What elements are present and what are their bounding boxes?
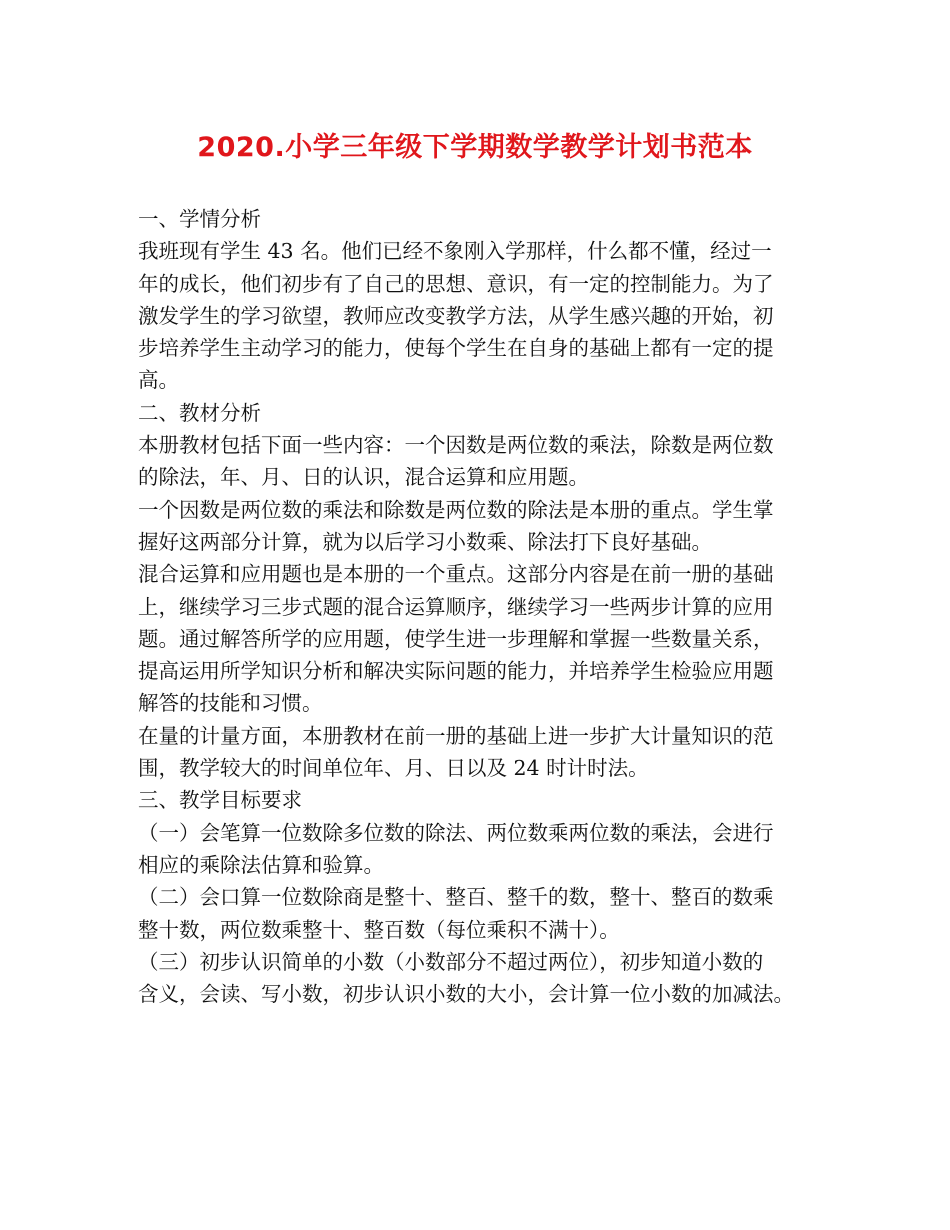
paragraph-line: 解答的技能和习惯。 bbox=[138, 691, 323, 716]
paragraph-line: 整十数，两位数乘整十、整百数（每位乘积不满十）。 bbox=[138, 917, 620, 942]
paragraph-line: 混合运算和应用题也是本册的一个重点。这部分内容是在前一册的基础 bbox=[138, 562, 774, 587]
section-heading-textbook-analysis: 二、教材分析 bbox=[138, 400, 261, 425]
paragraph-line: 握好这两部分计算，就为以后学习小数乘、除法打下良好基础。 bbox=[138, 529, 712, 554]
paragraph-line: 含义，会读、写小数，初步认识小数的大小，会计算一位小数的加减法。 bbox=[138, 982, 794, 1007]
paragraph-line: 我班现有学生 43 名。他们已经不象刚入学那样，什么都不懂，经过一 bbox=[138, 239, 772, 264]
document-body bbox=[138, 203, 818, 1010]
paragraph-line: 步培养学生主动学习的能力，使每个学生在自身的基础上都有一定的提 bbox=[138, 336, 774, 361]
paragraph-line: （一）会笔算一位数除多位数的除法、两位数乘两位数的乘法，会进行 bbox=[138, 820, 774, 845]
paragraph-line: 提高运用所学知识分析和解决实际问题的能力，并培养学生检验应用题 bbox=[138, 659, 774, 684]
paragraph-line: 相应的乘除法估算和验算。 bbox=[138, 852, 384, 877]
paragraph-line: 本册教材包括下面一些内容：一个因数是两位数的乘法，除数是两位数 bbox=[138, 433, 774, 458]
section-heading-teaching-goals: 三、教学目标要求 bbox=[138, 788, 302, 813]
paragraph-line: （二）会口算一位数除商是整十、整百、整千的数，整十、整百的数乘 bbox=[138, 885, 774, 910]
paragraph-line: 围，教学较大的时间单位年、月、日以及 24 时计时法。 bbox=[138, 756, 649, 781]
paragraph-line: 上，继续学习三步式题的混合运算顺序，继续学习一些两步计算的应用 bbox=[138, 594, 774, 619]
paragraph-line: 激发学生的学习欲望，教师应改变教学方法，从学生感兴趣的开始，初 bbox=[138, 303, 774, 328]
paragraph-line: 题。通过解答所学的应用题，使学生进一步理解和掌握一些数量关系， bbox=[138, 626, 774, 651]
document-title: 2020.小学三年级下学期数学教学计划书范本 bbox=[197, 132, 753, 163]
paragraph-line: 的除法，年、月、日的认识，混合运算和应用题。 bbox=[138, 465, 589, 490]
paragraph-line: 一个因数是两位数的乘法和除数是两位数的除法是本册的重点。学生掌 bbox=[138, 497, 774, 522]
paragraph-line: （三）初步认识简单的小数（小数部分不超过两位），初步知道小数的 bbox=[138, 949, 764, 974]
paragraph-line: 在量的计量方面，本册教材在前一册的基础上进一步扩大计量知识的范 bbox=[138, 723, 774, 748]
paragraph-line: 高。 bbox=[138, 368, 179, 393]
section-heading-learning-analysis: 一、学情分析 bbox=[138, 207, 261, 231]
paragraph-line: 年的成长，他们初步有了自己的思想、意识，有一定的控制能力。为了 bbox=[138, 271, 774, 296]
